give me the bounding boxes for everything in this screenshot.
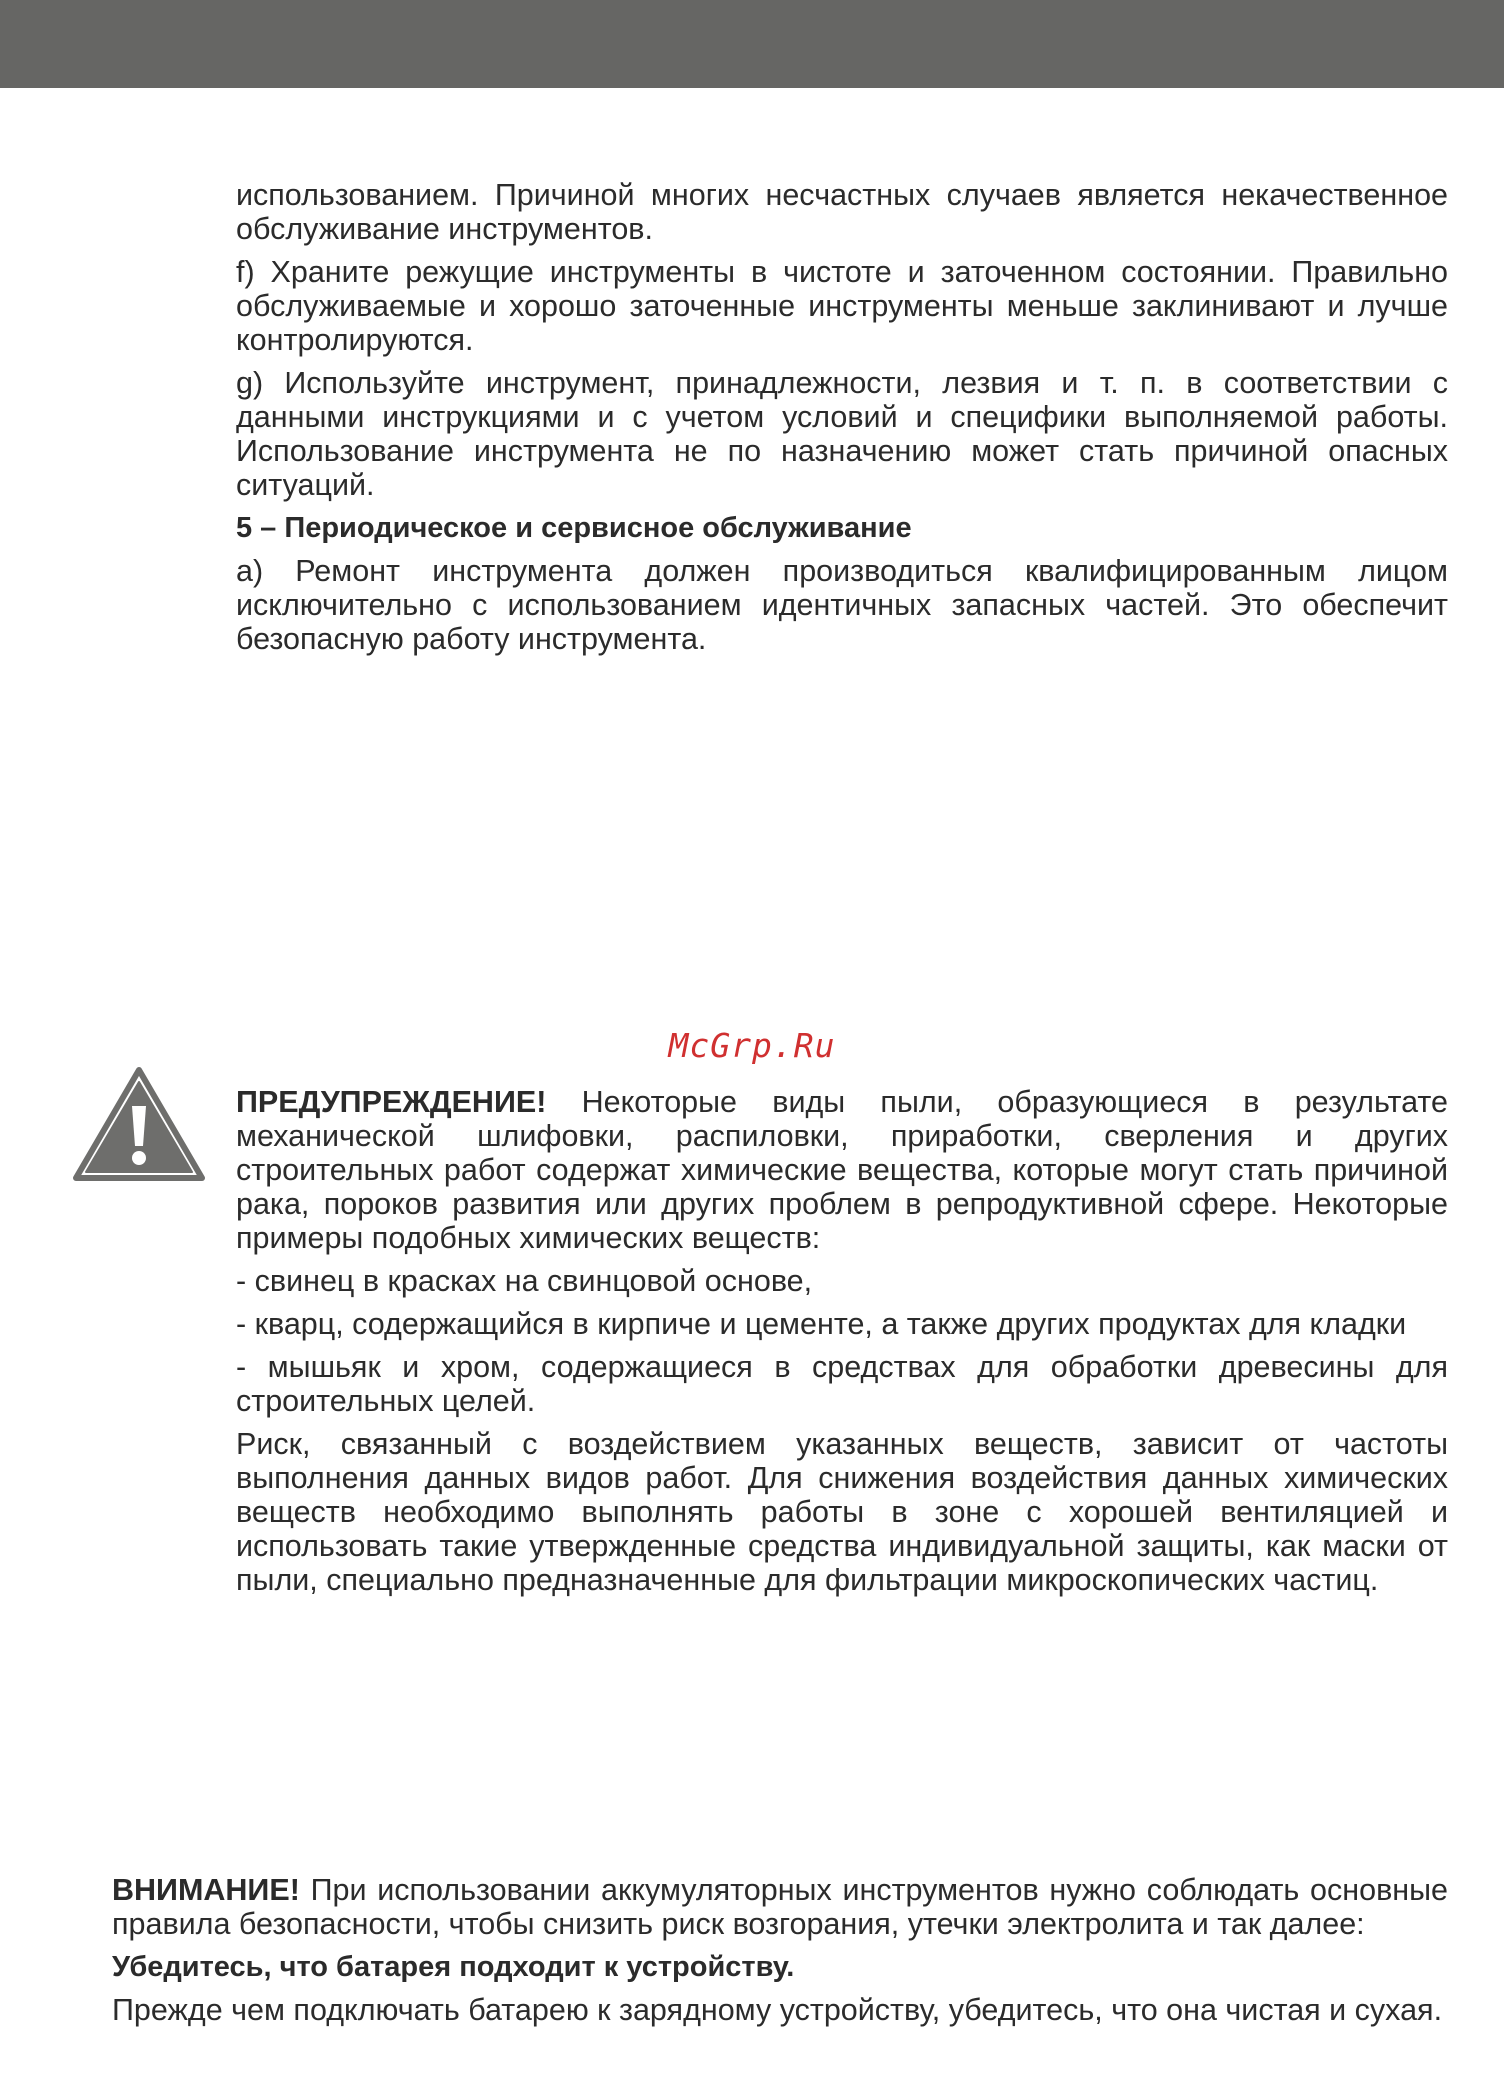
attention-label: ВНИМАНИЕ!: [112, 1873, 300, 1907]
battery-paragraph: Прежде чем подключать батарею к зарядному устройству, убедитесь, что она чистая и сухая.: [112, 1993, 1443, 2027]
paragraph-a: a) Ремонт инструмента должен производиться квалифицированным лицом исключительно с использованием идентичных запасных частей. Это обеспечит безопасную работу инструмента.: [236, 554, 1448, 656]
page-header-bar: [0, 0, 1504, 88]
attention-paragraph: [112, 1873, 1448, 1941]
section-warning: [236, 1085, 1448, 1597]
paragraph-g: g) Используйте инструмент, принадлежности, лезвия и т. п. в соответствии с данными инструкциями и с учетом условий и специфики выполняемой работы. Использование инструмента не по назначению может стать причиной опасных ситуаций.: [236, 366, 1448, 502]
paragraph-continuation: использованием. Причиной многих несчастных случаев является некачественное обслуживание инструментов.: [236, 178, 1448, 246]
section-heading-service: 5 – Периодическое и сервисное обслуживание: [236, 512, 912, 544]
section-maintenance: [236, 178, 1448, 656]
warning-triangle-icon: [72, 1066, 206, 1184]
attention-text: При использовании аккумуляторных инструментов нужно соблюдать основные правила безопасности, чтобы снизить риск возгорания, утечки электролита и так далее:: [112, 1873, 1448, 1941]
watermark: McGrp.Ru: [668, 1026, 836, 1065]
warning-intro: Некоторые виды пыли, образующиеся в результате механической шлифовки, распиловки, приработки, сверления и других строительных работ содержат химические вещества, которые могут стать причиной рака, пороков развития или других проблем в репродуктивной сфере. Некоторые примеры подобных химических веществ:: [236, 1085, 1448, 1255]
warning-list-item: - свинец в красках на свинцовой основе,: [236, 1264, 813, 1298]
paragraph-f: f) Храните режущие инструменты в чистоте и заточенном состоянии. Правильно обслуживаемые и хорошо заточенные инструменты меньше заклинивают и лучше контролируются.: [236, 255, 1448, 357]
warning-label: ПРЕДУПРЕЖДЕНИЕ!: [236, 1085, 547, 1119]
warning-list-item: - кварц, содержащийся в кирпиче и цементе, а также других продуктах для кладки: [236, 1307, 1407, 1341]
warning-paragraph: [236, 1085, 1448, 1255]
section-attention: [112, 1873, 1448, 2027]
battery-heading: Убедитесь, что батарея подходит к устройству.: [112, 1951, 795, 1983]
warning-risk-paragraph: Риск, связанный с воздействием указанных веществ, зависит от частоты выполнения данных видов работ. Для снижения воздействия данных химических веществ необходимо выполнять работы в зоне с хорошей вентиляцией и использовать такие утвержденные средства индивидуальной защиты, как маски от пыли, специально предназначенные для фильтрации микроскопических частиц.: [236, 1427, 1448, 1597]
warning-list-item: - мышьяк и хром, содержащиеся в средствах для обработки древесины для строительных целей.: [236, 1350, 1448, 1418]
